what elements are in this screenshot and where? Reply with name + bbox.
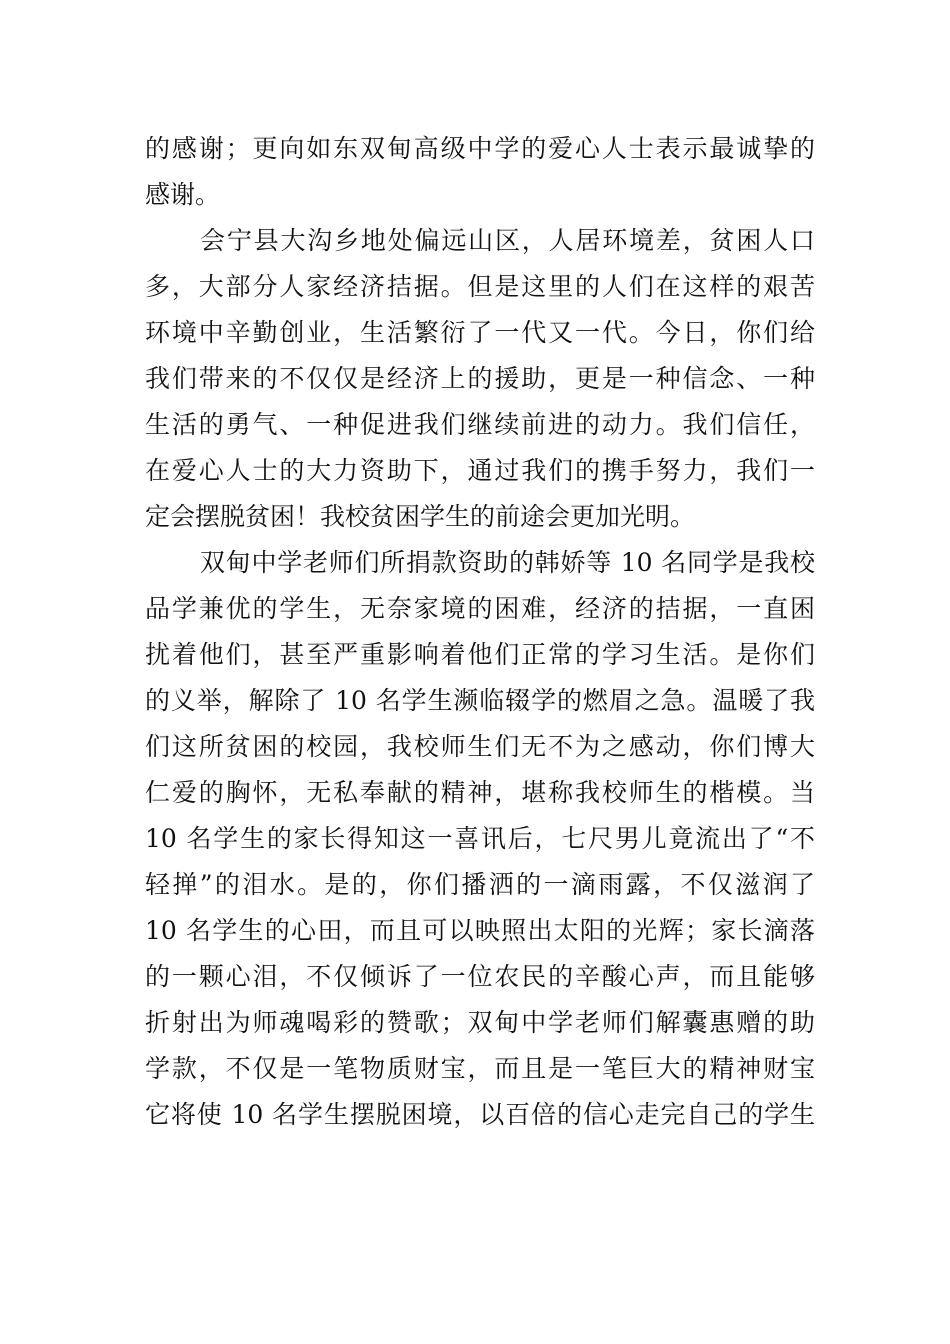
text-line: 生活的勇气、一种促进我们继续前进的动力。我们信任， <box>145 410 815 439</box>
text-line: 我们带来的不仅仅是经济上的援助，更是一种信念、一种 <box>145 364 815 393</box>
text-line: 10 名学生的家长得知这一喜讯后，七尺男儿竟流出了“不 <box>145 824 815 853</box>
text-line: 多，大部分人家经济拮据。但是这里的人们在这样的艰苦 <box>145 272 815 301</box>
text-line: 学款，不仅是一笔物质财宝，而且是一笔巨大的精神财宝 <box>145 1054 815 1083</box>
paragraph-start-line: 会宁县大沟乡地处偏远山区，人居环境差，贫困人口 <box>200 226 815 255</box>
paragraph-start-line: 双甸中学老师们所捐款资助的韩娇等 10 名同学是我校 <box>200 548 815 577</box>
text-line: 的感谢；更向如东双甸高级中学的爱心人士表示最诚挚的 <box>145 134 815 163</box>
text-line: 的义举，解除了 10 名学生濒临辍学的燃眉之急。温暖了我 <box>145 686 815 715</box>
body-text <box>145 126 815 1138</box>
text-line: 扰着他们，甚至严重影响着他们正常的学习生活。是你们 <box>145 640 815 669</box>
text-line: 定会摆脱贫困！我校贫困学生的前途会更加光明。 <box>145 502 696 531</box>
text-line: 10 名学生的心田，而且可以映照出太阳的光辉；家长滴落 <box>145 916 815 945</box>
text-line: 轻掸”的泪水。是的，你们播洒的一滴雨露，不仅滋润了 <box>145 870 815 899</box>
text-line: 的一颗心泪，不仅倾诉了一位农民的辛酸心声，而且能够 <box>145 962 815 991</box>
text-line: 折射出为师魂喝彩的赞歌；双甸中学老师们解囊惠赠的助 <box>145 1008 815 1037</box>
text-line: 环境中辛勤创业，生活繁衍了一代又一代。今日，你们给 <box>145 318 815 347</box>
text-line: 们这所贫困的校园，我校师生们无不为之感动，你们博大 <box>145 732 815 761</box>
text-line: 在爱心人士的大力资助下，通过我们的携手努力，我们一 <box>145 456 815 485</box>
text-line: 品学兼优的学生，无奈家境的困难，经济的拮据，一直困 <box>145 594 815 623</box>
text-line: 感谢。 <box>145 180 221 209</box>
text-line: 它将使 10 名学生摆脱困境，以百倍的信心走完自己的学生 <box>145 1100 815 1129</box>
text-line: 仁爱的胸怀，无私奉献的精神，堪称我校师生的楷模。当 <box>145 778 815 807</box>
